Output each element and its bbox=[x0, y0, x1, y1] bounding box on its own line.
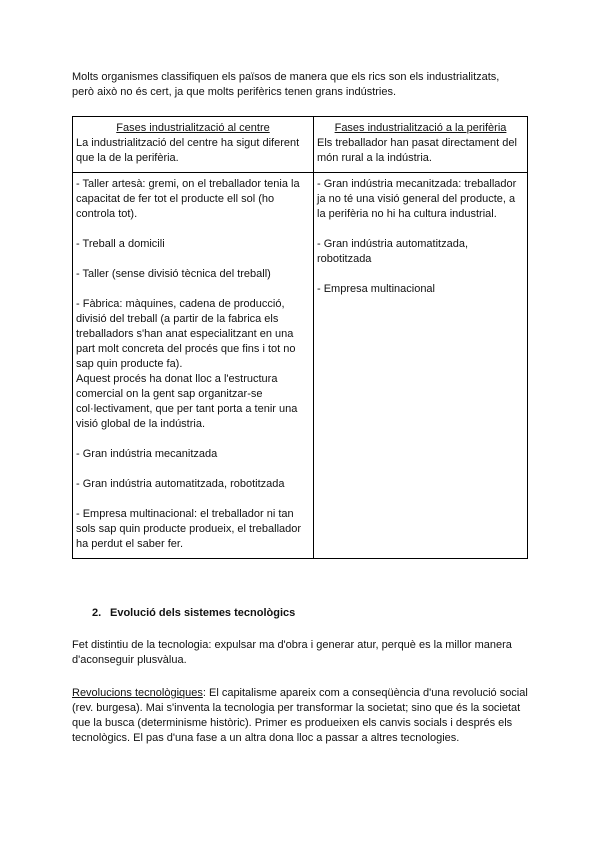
paragraph-text: Fet distintiu de la tecnologia: expulsar ma d'obra i generar atur, perquè es la millor manera d'aconseguir plusvàlua. bbox=[72, 639, 512, 666]
table-header-row bbox=[73, 117, 528, 173]
body-cell-periphery bbox=[314, 173, 528, 559]
list-item: - Gran indústria mecanitzada: treballador ja no té una visió general del producte, a la perifèria no hi ha cultura industrial. bbox=[317, 178, 517, 220]
section-title: Evolució dels sistemes tecnològics bbox=[110, 607, 296, 619]
header-title-centre: Fases industrialització al centre bbox=[116, 122, 270, 134]
list-item: - Taller artesà: gremi, on el treballador tenia la capacitat de fer tot el producte ell sol (ho controla tot). bbox=[76, 178, 300, 220]
intro-line-1: Molts organismes classifiquen els països de manera que els rics son els industrialitzats, bbox=[72, 71, 500, 83]
header-desc-centre: La industrialització del centre ha sigut diferent que la de la perifèria. bbox=[76, 137, 300, 164]
section-number: 2. bbox=[92, 607, 102, 619]
industrialization-phases-table bbox=[72, 116, 528, 559]
body-cell-centre bbox=[73, 173, 314, 559]
paragraph-text: : El capitalisme apareix com a conseqüència d'una revolució social (rev. burgesa). Mai s'inventa la tecnologia per transformar la societat; sino que és la societat que la busca (determinisme històric). Primer es produeixen els canvis socials i després els tecnològics. El pas d'una fase a un altra dona lloc a passar a altres tecnologies. bbox=[72, 687, 528, 744]
table-body-row bbox=[73, 173, 528, 559]
list-item: - Gran indústria automatitzada, robotitzada bbox=[76, 478, 285, 490]
header-title-periphery: Fases industrialització a la perifèria bbox=[334, 122, 507, 134]
list-item: Aquest procés ha donat lloc a l'estructura comercial on la gent sap organitzar-se col·lectivament, que per tant porta a tenir una visió global de la indústria. bbox=[76, 373, 298, 430]
header-desc-periphery: Els treballador han pasat directament del món rural a la indústria. bbox=[317, 137, 517, 164]
header-cell-periphery bbox=[314, 117, 528, 173]
section-heading bbox=[92, 606, 295, 621]
paragraph-revolutions bbox=[72, 686, 532, 746]
list-item: - Empresa multinacional: el treballador ni tan sols sap quin producte produeix, el treballador ha perdut el saber fer. bbox=[76, 508, 302, 550]
header-cell-centre bbox=[73, 117, 314, 173]
list-item: - Fàbrica: màquines, cadena de producció, divisió del treball (a partir de la fabrica els treballadors s'han anat especialitzant en una part molt concreta del procés que fins i tot no sap quin producte fa). bbox=[76, 298, 296, 370]
list-item: - Empresa multinacional bbox=[317, 283, 435, 295]
paragraph-label: Revolucions tecnològiques bbox=[72, 687, 203, 699]
list-item: - Gran indústria mecanitzada bbox=[76, 448, 218, 460]
intro-paragraph bbox=[72, 70, 532, 100]
intro-line-2: però això no és cert, ja que molts perifèrics tenen grans indústries. bbox=[72, 86, 397, 98]
list-item: - Taller (sense divisió tècnica del treball) bbox=[76, 268, 271, 280]
paragraph-technology bbox=[72, 638, 532, 668]
list-item: - Gran indústria automatitzada, robotitzada bbox=[317, 238, 469, 265]
paragraph-body bbox=[72, 686, 532, 746]
list-item: - Treball a domicili bbox=[76, 238, 165, 250]
